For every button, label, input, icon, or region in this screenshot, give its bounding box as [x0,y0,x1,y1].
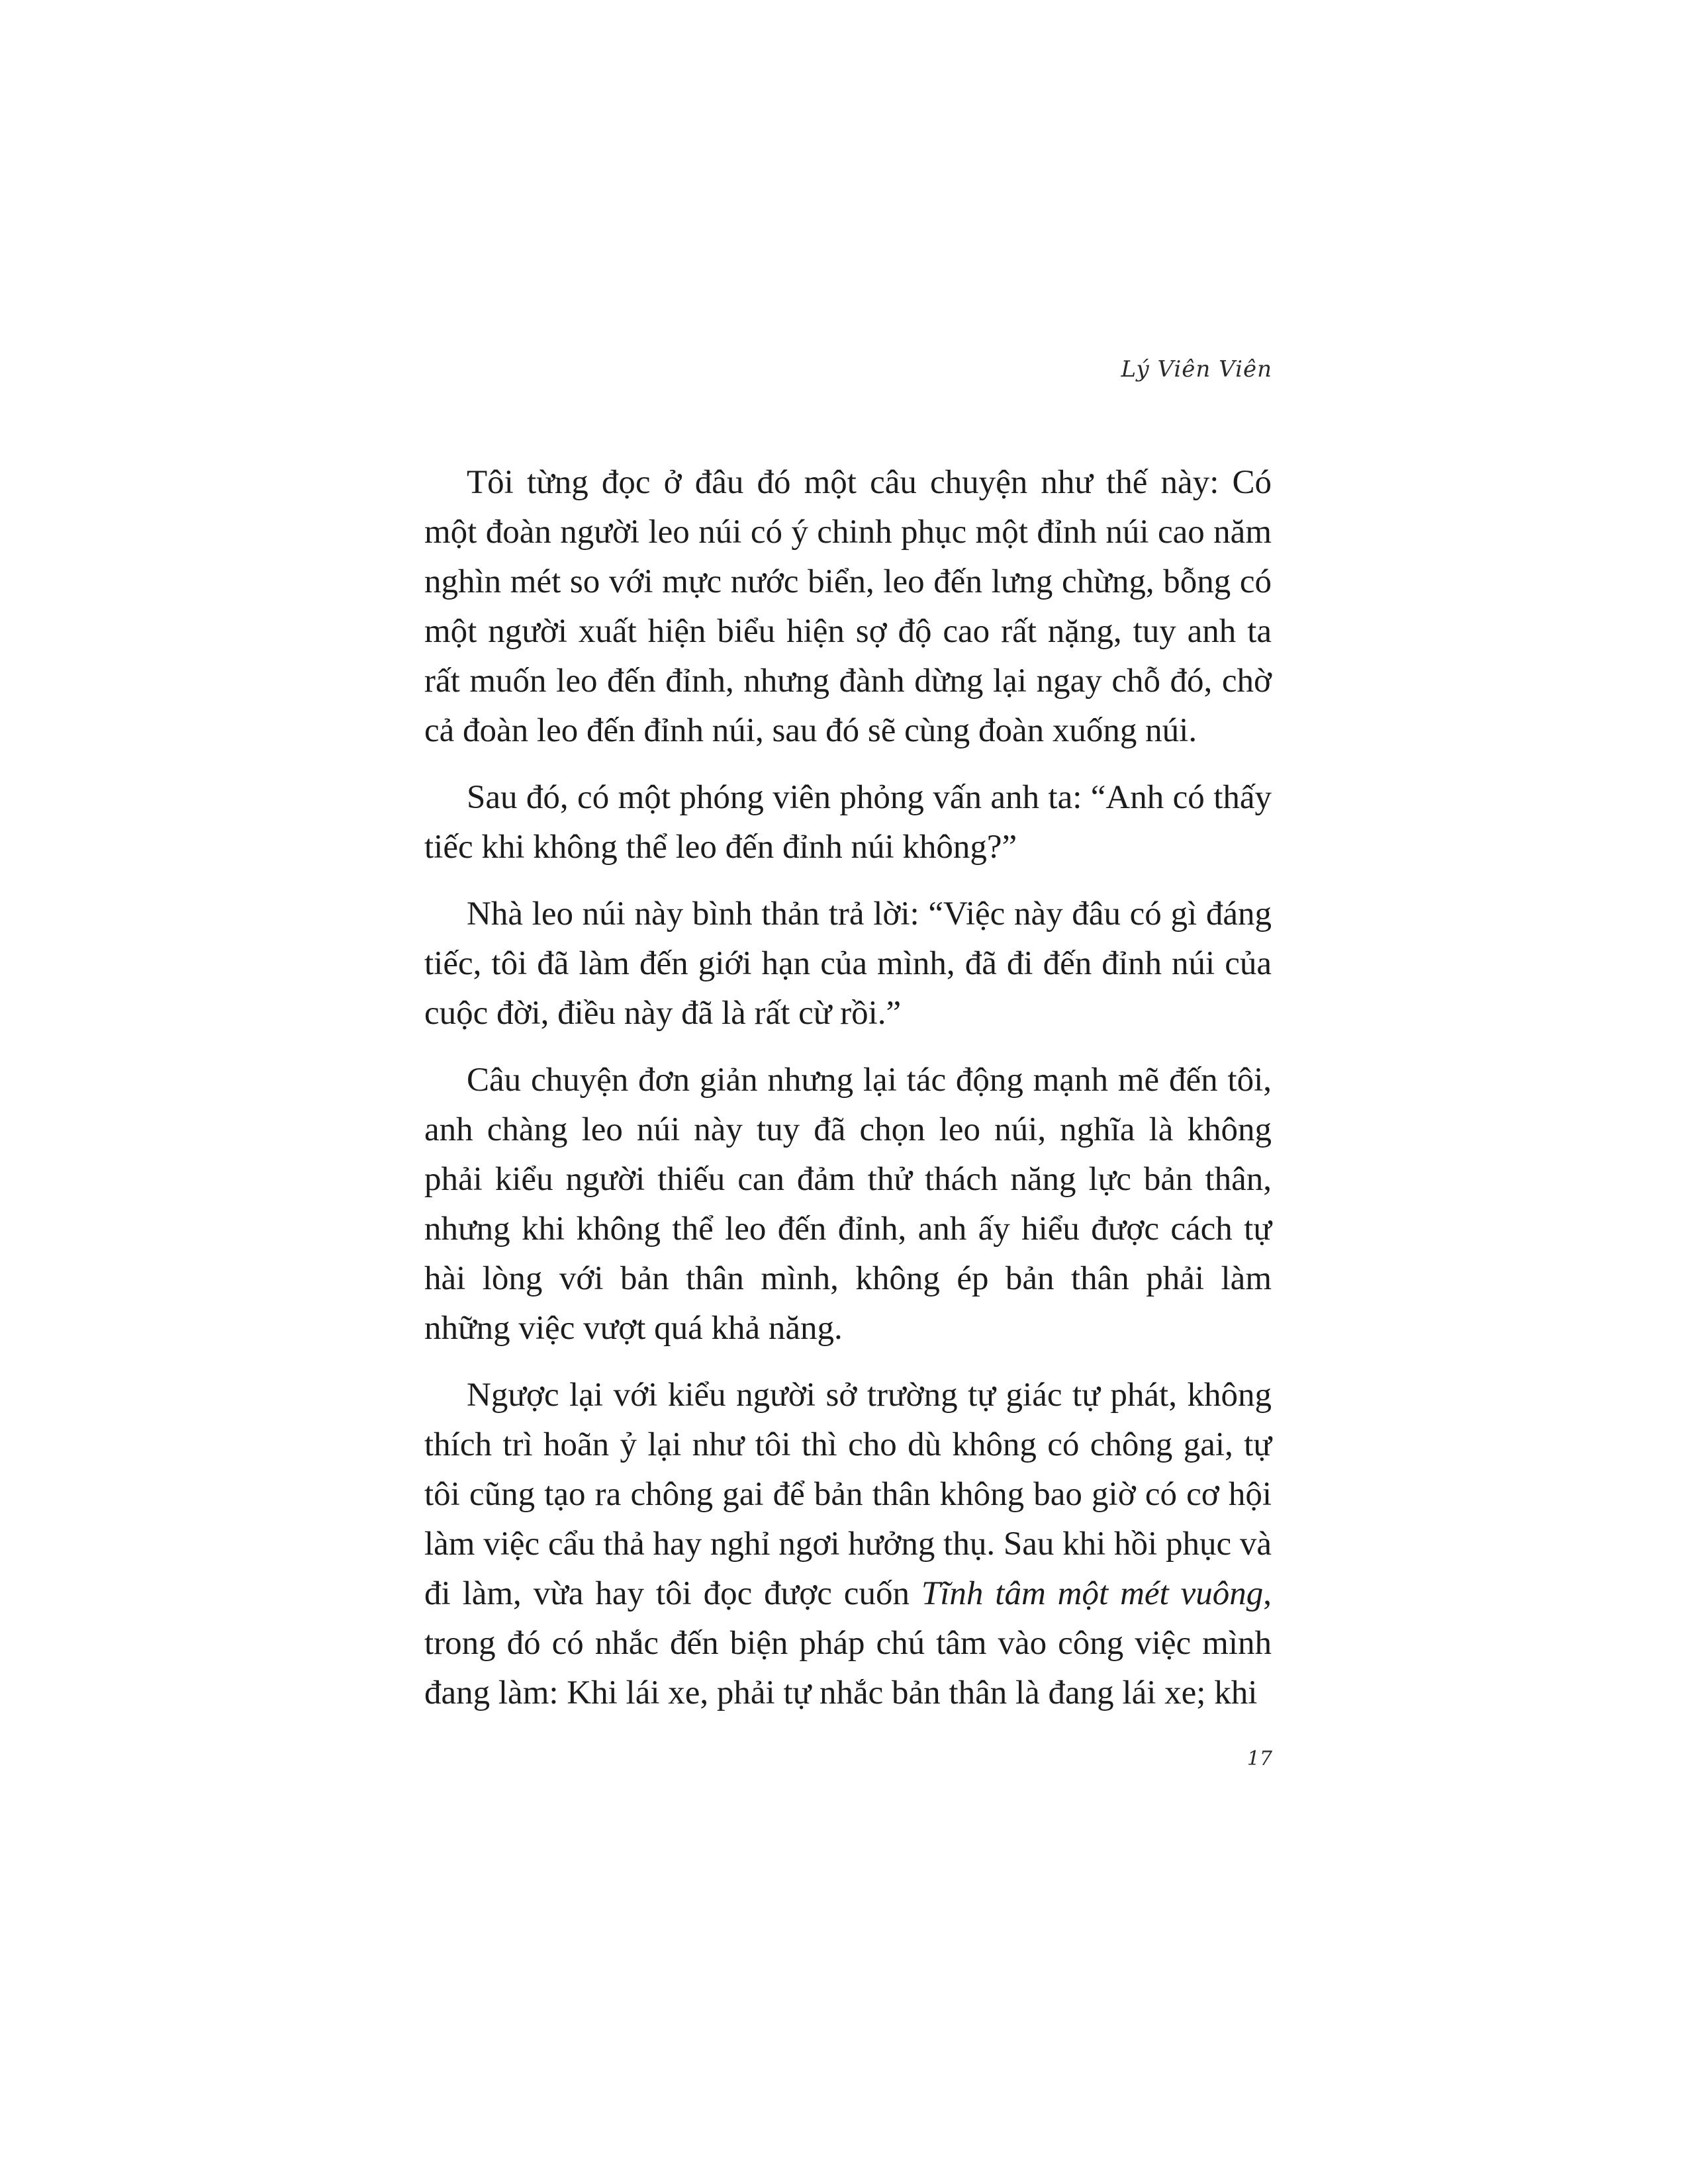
paragraph-5 [424,1371,1272,1718]
paragraph-2: Sau đó, có một phóng viên phỏng vấn anh ta: “Anh có thấy tiếc khi không thể leo đến đỉnh núi không?” [424,779,1272,866]
book-title: Tĩnh tâm một mét vuông [921,1575,1264,1612]
paragraph-4: Câu chuyện đơn giản nhưng lại tác động mạnh mẽ đến tôi, anh chàng leo núi này tuy đã chọn leo núi, nghĩa là không phải kiểu người thiếu can đảm thử thách năng lực bản thân, nhưng khi không thể leo đến đỉnh, anh ấy hiểu được cách tự hài lòng với bản thân mình, không ép bản thân phải làm những việc vượt quá khả năng. [424,1062,1272,1347]
paragraph-1: Tôi từng đọc ở đâu đó một câu chuyện như thế này: Có một đoàn người leo núi có ý chinh phục một đỉnh núi cao năm nghìn mét so với mực nước biển, leo đến lưng chừng, bỗng có một người xuất hiện biểu hiện sợ độ cao rất nặng, tuy anh ta rất muốn leo đến đỉnh, nhưng đành dừng lại ngay chỗ đó, chờ cả đoàn leo đến đỉnh núi, sau đó sẽ cùng đoàn xuống núi. [424,464,1272,749]
body-text [424,458,1272,1735]
paragraph-5-after: , trong đó có nhắc đến biện pháp chú tâm vào công việc mình đang làm: Khi lái xe, phải tự nhắc bản thân là đang lái xe; khi [424,1575,1272,1711]
paragraph-3: Nhà leo núi này bình thản trả lời: “Việc này đâu có gì đáng tiếc, tôi đã làm đến giới hạn của mình, đã đi đến đỉnh núi của cuộc đời, điều này đã là rất cừ rồi.” [424,895,1272,1032]
running-header-author: Lý Viên Viên [1121,356,1272,383]
page-number: 17 [1246,1747,1272,1770]
paragraph-5-before: Ngược lại với kiểu người sở trường tự giác tự phát, không thích trì hoãn ỷ lại như tôi thì cho dù không có chông gai, tự tôi cũng tạo ra chông gai để bản thân không bao giờ có cơ hội làm việc cẩu thả hay nghỉ ngơi hưởng thụ. Sau khi hồi phục và đi làm, vừa hay tôi đọc được cuốn [424,1377,1272,1612]
